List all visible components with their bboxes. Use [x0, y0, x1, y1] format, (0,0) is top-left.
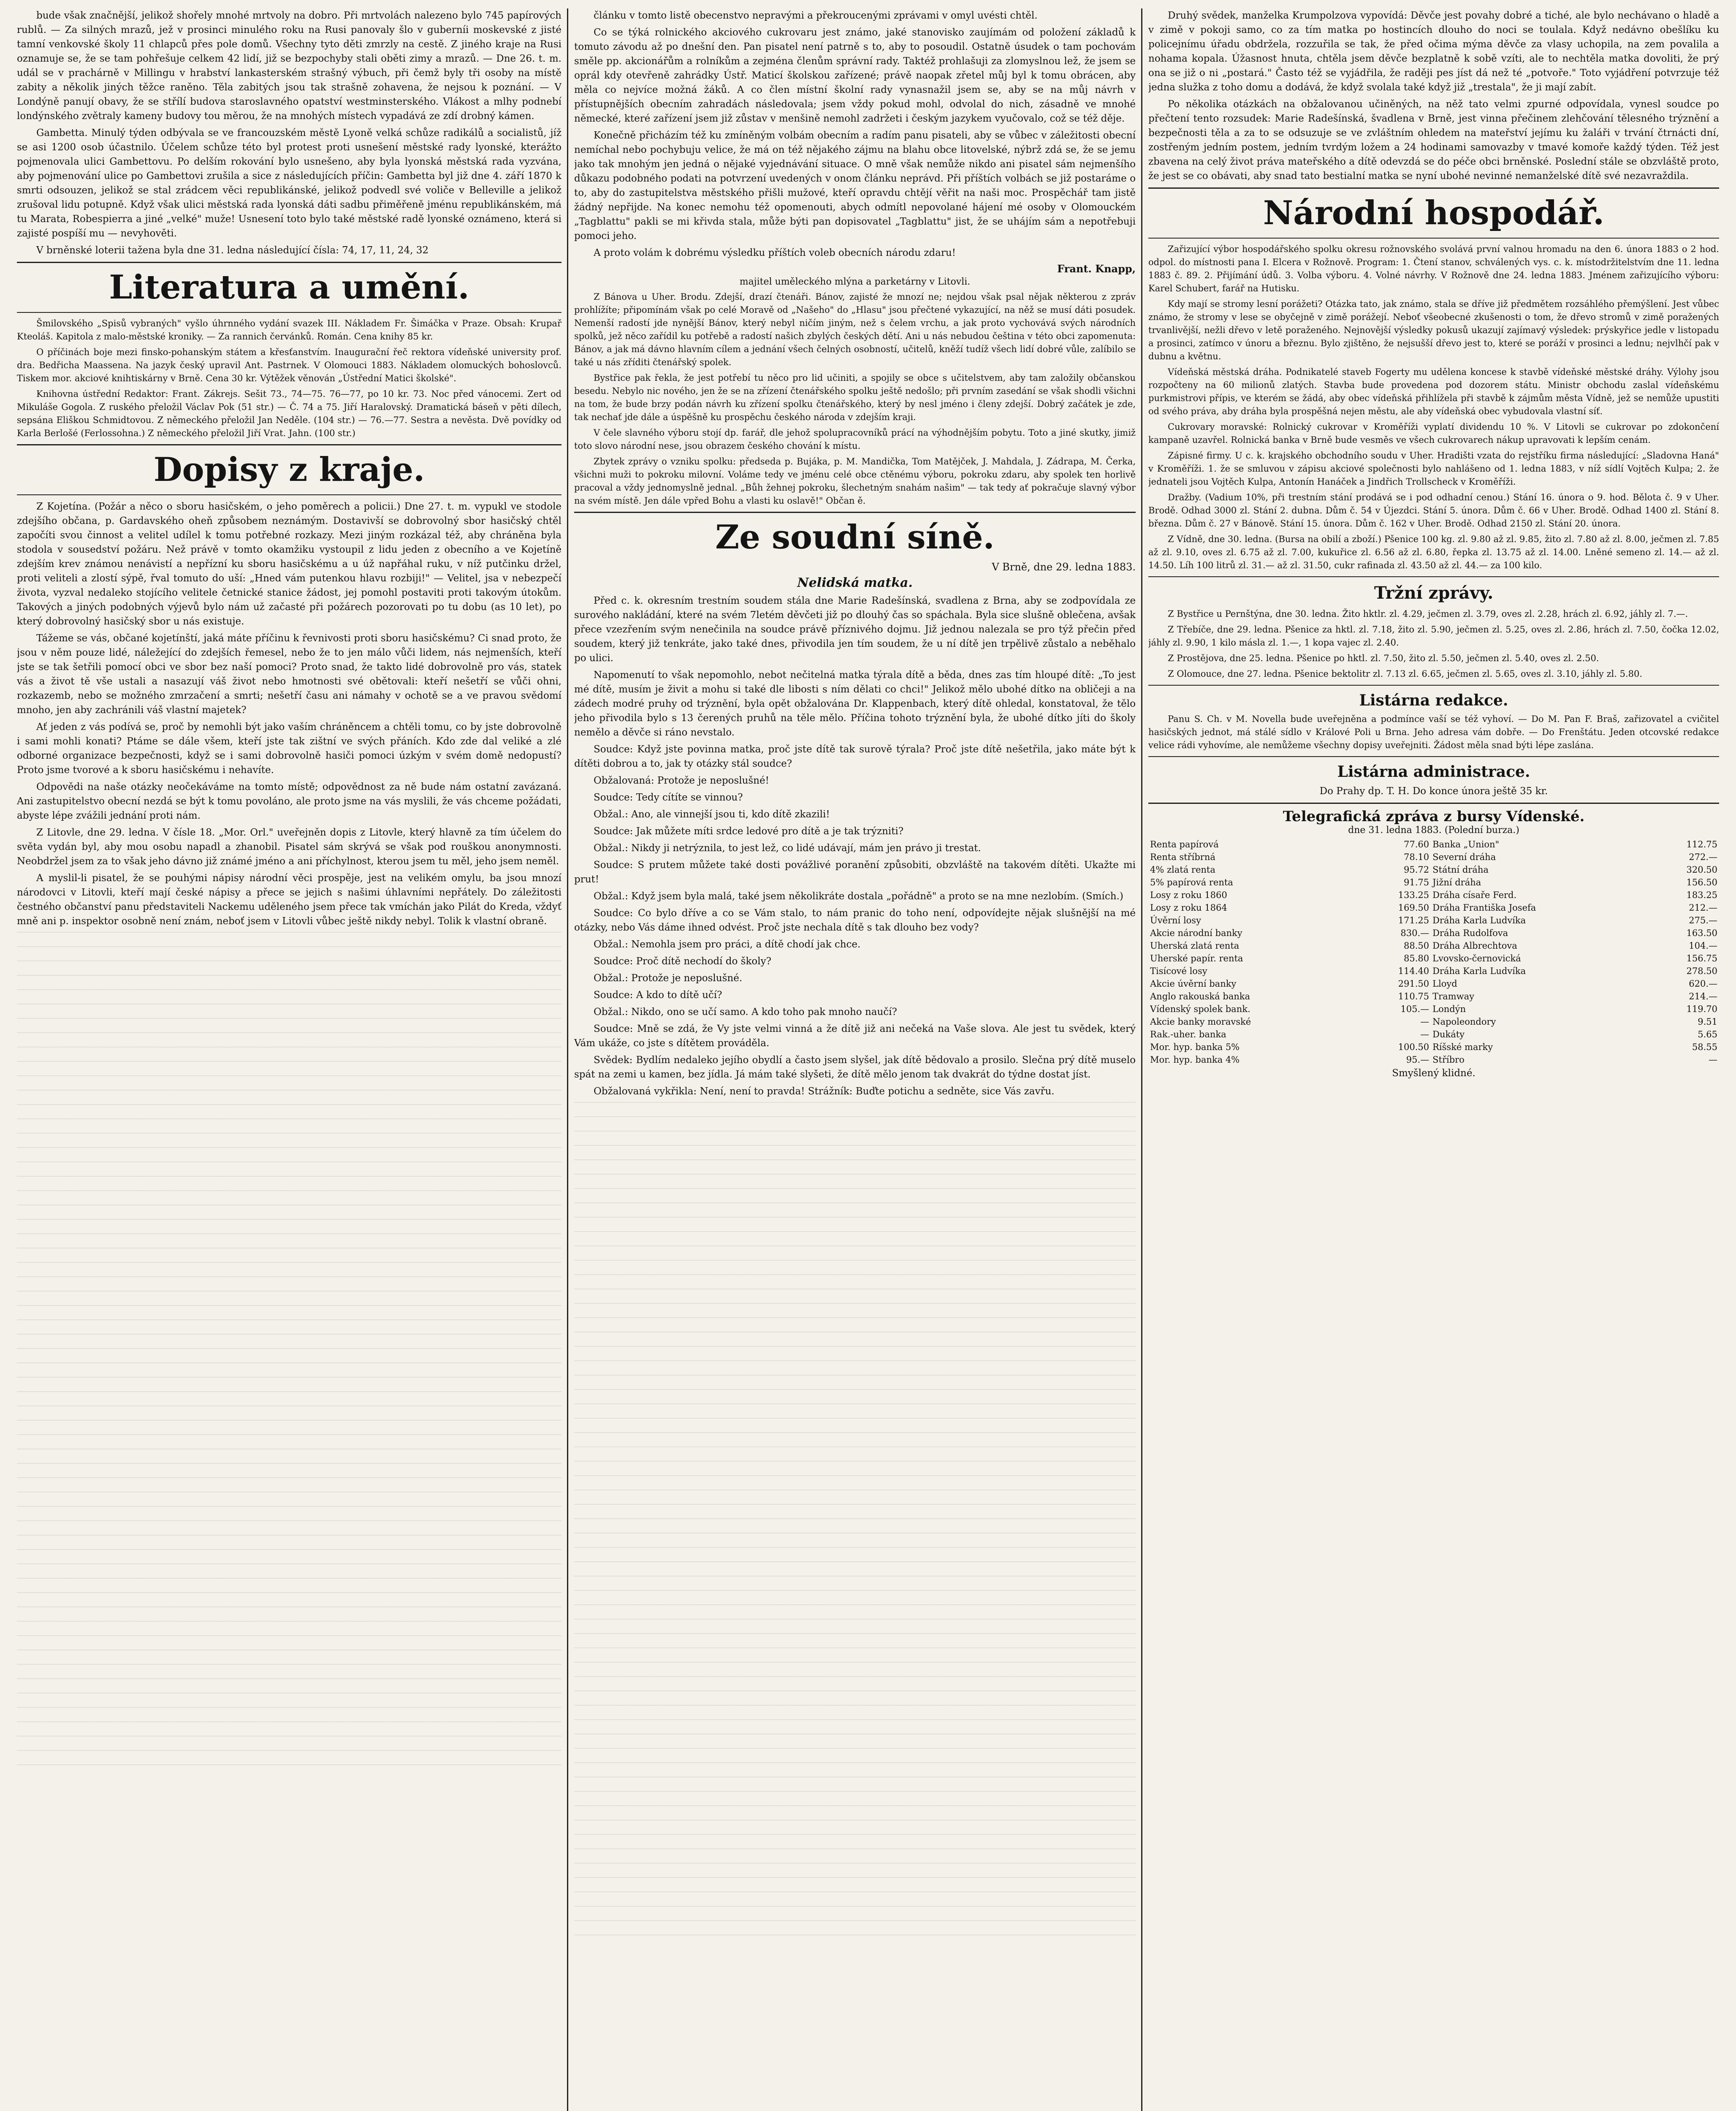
section-divider: [17, 262, 561, 263]
knapp-letter-block: [574, 8, 1136, 260]
paragraph: Z Vídně, dne 30. ledna. (Bursa na obilí a zboží.) Pšenice 100 kg. zl. 9.80 až zl. 9.85, žito zl. 7.80 až zl. 8.00, ječmen zl. 7.85 až zl. 9.10, oves zl. 6.75 až zl. 7.00, kukuřice zl. 6.56 až zl. 6.80, řepka zl. 13.75 až zl. 14.00. Lněné semeno zl. 14.— až zl. 14.50. Líh 100 litrů zl. 31.— až zl. 31.50, cukr rafinada zl. 43.50 až zl. 44.— za 100 kilo.: [1148, 534, 1719, 570]
section-divider: [1148, 238, 1719, 239]
paragraph: Knihovna ústřední Redaktor: Frant. Zákrejs. Sešit 73., 74—75. 76—77, po 10 kr. 73. Noc před vánocemi. Zert od Mikuláše Gogola. Z ruského přeložil Václav Pok (51 str.) — Č. 74 a 75. Jiří Haralovský. Dramatická báseň v pěti dílech, sepsána Eliškou Schmidtovou. Z německého přeložil Jan Neděle. (104 str.) — 76.—77. Sestra a nevěsta. Dvě povídky od Karla Berlošé (Ferlossohna.) Z německého přeložil Jiří Vrat. Jahn. (100 str.): [17, 389, 561, 438]
table-cell: Mor. hyp. banka 4%: [1150, 1055, 1240, 1065]
paragraph: Co se týká rolnického akciového cukrovaru jest známo, jaké stanovisko zaujímám od položení základů k tomuto závodu až po dnešní den. Pan pisatel není patrně s to, aby to posoudil. Ostatně úsudek o tam pochovám směle pp. akcionářům a rolníkům a zejména členům správní rady. Taktéž prohlašuji za zlomyslnou lež, že jsem se oprál kdy otevřeně zahrádky Ústř. Maticí školskou zařízené; právě naopak zřetel můj byl k tomu obrácen, aby měla co nejvíce možná žáků. A co člen místní školní rady vynasnažil jsem se, aby se na můj návrh v přístupnějších obecním zahradách následovala; jsem vždy pokud mohl, odvolal do nich, zásadně ve mnohé německé, které zařízení jsem již zůstav v menšině nemohl zadržeti i českým jazykem vyučovalo, což se též děje.: [574, 27, 1136, 124]
table-cell: Jižní dráha: [1432, 877, 1481, 887]
table-cell: Uherská zlatá renta: [1150, 941, 1240, 951]
table-cell: Londýn: [1432, 1004, 1466, 1014]
signature-knapp: Frant. Knapp,: [1057, 263, 1136, 275]
literatura-heading: Literatura a umění.: [109, 268, 469, 307]
listarna-administrace-heading: Listárna administrace.: [1337, 763, 1530, 781]
table-cell: Napoleondory: [1432, 1017, 1496, 1027]
table-cell: 9.51: [1698, 1017, 1717, 1027]
paragraph: Před c. k. okresním trestním soudem stála dne Marie Radešínská, svadlena z Brna, aby se zodpovídala ze surového nakládání, které na svém 7letém děvčeti již po dlouhý čas so spáchala. Byla sice slušně oblečena, avšak přece vzezřením svým nenečinila na soudce právě příznivého dojmu. Již jednou nalezala se pro týž přečin před soudem, který již tenkráte, jako také dnes, přivodila jen tím soudem, že u ní dítě jen trpělivě zůstalo a neběhalo po ulici.: [574, 595, 1136, 664]
section-divider: [1148, 187, 1719, 189]
paragraph: Z Kojetína. (Požár a něco o sboru hasičském, o jeho poměrech a policii.) Dne 27. t. m. vypukl ve stodole zdejšího občana, p. Gardavského oheň způsobem neznámým. Dostavivší se dobrovolný sbor hasičský chtěl započíti svou činnost a velitel udílel k tomu potřebné rozkazy. Mezi jiným rozkázal též, aby chráněna byla stodola v sousedství požáru. Než právě v tomto okamžiku vystoupil z lidu jeden z obecního a ve Kojetíně zdejším krev známou nenávistí a nepřízní ku sboru hasičskému a u úž napřáhal ruku, v níž putčinku držel, proti veliteli a zlostí sýpě, řval tomuto do uší: „Hned vám putenkou hlavu rozbiji!" — Velitel, jsa v nebezpečí života, vyzval nedaleko stojícího velitele četnické stanice žádost, jej pomohl postaviti proti takovým útokům. Takových a jiných podobných výjevů bylo nám už začasté při požárech pozorovati po tu dobu (as 10 let), po který dobrovolný hasičský sbor u nás existuje.: [17, 501, 561, 627]
table-cell: 278.50: [1686, 966, 1717, 976]
table-cell: Losy z roku 1864: [1150, 903, 1227, 913]
paragraph: Obžal.: Ano, ale vinnejší jsou ti, kdo dítě zkazili!: [594, 809, 830, 820]
signature-knapp-note: majitel uměleckého mlýna a parketárny v Litovli.: [739, 277, 971, 287]
table-cell: Dráha Albrechtova: [1432, 941, 1517, 951]
newspaper-page: [17, 8, 1719, 2111]
table-cell: Dráha císaře Ferd.: [1432, 890, 1517, 900]
column-2: [574, 8, 1136, 2111]
table-cell: 156.50: [1686, 877, 1717, 887]
table-cell: 169.50: [1398, 903, 1429, 913]
body-text-filler: [17, 932, 561, 1776]
table-cell: 105.—: [1400, 1004, 1429, 1014]
table-cell: Státní dráha: [1432, 865, 1489, 875]
paragraph: Panu S. Ch. v M. Novella bude uveřejněna a podmínce vaší se též vyhoví. — Do M. Pan F. Braš, zařizovatel a cvičitel hasičských jednot, má stálé sídlo v Králové Poli u Brna. Jeho adresa vám dobře. — Do Frenštátu. Jeden otcovské redakce velice rádi vyhovíme, ale nemůžeme všechny dopisy uveřejniti. Žádost měla snad býti lépe zaslána.: [1148, 714, 1719, 750]
paragraph: Obžal.: Protože je neposlušné.: [594, 973, 743, 984]
table-cell: —: [1420, 1017, 1429, 1027]
section-divider: [17, 444, 561, 445]
paragraph: Kdy mají se stromy lesní porážeti? Otázka tato, jak známo, stala se dříve již předmětem rozsáhlého přemýšlení. Jest vůbec známo, že stromy v lese se obyčejně v zimě porážejí. Neboť všeobecné zkušenosti o tom, že dřevo stromů v zimě poražených trvanlivější, nežli dřevo v letě poraženého. Nejnovější výsledky pokusů ukazují zajímavý výsledek: prýskyřice jedle v listopadu a prosinci, zatímco v únoru a březnu. Bylo zjištěno, že nejsušší dřevo jest to, které se poráží v prosinci a lednu; nejvlhčí pak v dubnu a květnu.: [1148, 299, 1719, 361]
paragraph: Zbytek zprávy o vzniku spolku: předseda p. Bujáka, p. M. Mandička, Tom Matějček, J. Mahdala, J. Zádrapa, M. Čerka, všichni muži to pokroku milovní. Voláme tedy ve jménu celé obce ctěnému výboru, pokroku zdaru, aby spolek ten horlivě pracoval a vždy jednomyslně jednal. „Bůh žehnej pokroku, šlechetným snahám našim" — tak tedy ať pokračuje slavný výbor na svém místě. Jen dále vpřed Bohu a vlasti ku oslavě!" Občan ě.: [574, 456, 1136, 506]
paragraph: Šmilovského „Spisů vybraných" vyšlo úhrnného vydání svazek III. Nákladem Fr. Šimáčka v Praze. Obsah: Krupař Kteoláš. Kapitola z malo-městské kroniky. — Za rannich červánků. Román. Cena knihy 85 kr.: [17, 318, 561, 342]
paragraph: Odpovědi na naše otázky neočekáváme na tomto místě; odpovědnost za ně bude nám ostatní zavázaná. Ani zastupitelstvo obecní nezdá se být k tomu povoláno, ale proto jsme na vás myslili, že vás chceme požádati, abyste lépe zvážili jednání proti nám.: [17, 781, 561, 821]
section-divider: [574, 512, 1136, 513]
table-cell: Dráha Františka Josefa: [1432, 903, 1536, 913]
table-cell: Vídenský spolek bank.: [1150, 1004, 1250, 1014]
table-row: [1148, 1015, 1719, 1028]
soudni-sin-heading: Ze soudní síně.: [715, 518, 995, 556]
paragraph: Druhý svědek, manželka Krumpolzova vypovídá: Děvče jest povahy dobré a tiché, ale bylo nechávano o hladě a v zimě v pokoji samo, co za tím matka po hostincích dlouho do noci se toulala. Když nedávno obešlíku ku policejnímu úřadu obdržela, rozzuřila se tak, že před očima mýma děvče za vlasy uchopila, na zem povalila a nohama kopala. Úžasnost hnuta, chtěla jsem děvče bezplatně k sobě vzíti, ale to nechtěla matka dovoliti, že prý ona se již o ni „postará." Často též se vyjádřila, že raději pes jíst dá než té „potvoře." Toto vyjádření potvrzuje též jedna služka z toho domu a dodává, že když svolala také když již „trestala", že ji mají zabít.: [1148, 10, 1719, 93]
table-cell: Tisícové losy: [1150, 966, 1207, 976]
table-cell: 95.72: [1404, 865, 1429, 875]
banov-block: [574, 290, 1136, 507]
table-cell: 275.—: [1689, 915, 1717, 925]
table-row: [1148, 1028, 1719, 1041]
table-cell: 119.70: [1686, 1004, 1717, 1014]
table-row: [1148, 965, 1719, 977]
table-cell: Renta papírová: [1150, 839, 1219, 849]
paragraph: Napomenutí to však nepomohlo, nebot nečitelná matka týrala dítě a běda, dnes zas tím hloupé dítě: „To jest mé dítě, musím je živit a mohu si také dle libosti s ním dělati co chci!" Jelikož mělo ubohé dítko na obličeji a na zádech modré pruhy od trýznění, byla opět obžalována Dr. Klappenbach, který dítě ohledal, konstatoval, že tělo jeho přivodila bylo s 13 čerených pruhů na těle mělo. Příčina tohoto trýznění byla, že ubohé dítko jíti do školy nemělo a děvče si ráno nevstalo.: [574, 670, 1136, 738]
table-cell: 133.25: [1398, 890, 1429, 900]
table-row: [1148, 889, 1719, 901]
column-3: [1148, 8, 1719, 2111]
paragraph: Soudce: Proč dítě nechodí do školy?: [594, 956, 771, 967]
table-row: [1148, 939, 1719, 952]
paragraph: A proto volám k dobrému výsledku příštích voleb obecních národu zdaru!: [594, 247, 956, 258]
soudni-subheading: Nelidská matka.: [797, 575, 913, 590]
table-cell: 830.—: [1400, 928, 1429, 938]
table-cell: Akcie úvěrní banky: [1150, 979, 1237, 989]
litovel-block: [17, 825, 561, 928]
paragraph: Z Bystřice u Pernštýna, dne 30. ledna. Žito hktlr. zl. 4.29, ječmen zl. 3.79, oves zl. 2.28, hrách zl. 6.92, jáhly zl. 7.—.: [1168, 609, 1688, 619]
table-cell: Anglo rakouská banka: [1150, 991, 1250, 1001]
paragraph: Tážeme se vás, občané kojetínští, jaká máte příčinu k řevnivosti proti sboru hasičskému? Ci snad proto, že jsou v něm pouze lidé, náležející do zdejších řemesel, nebo že to jen málo vůči lidem, nás nejmenších, kteří jste se tak šetřili pomocí obci ve sbor bez naší pomoci? Proto snad, že takto lidé dobrovolně pro vás, statek vás a život tě vše ustali a nasazují váš život nebo hmotnosti své obětovali: kteří nešetří se vůči ohni, rozkazemb, nebo se možného zmrzačení a smrti; nešetří času ani námahy v ochotě se a ve pravou svědomí mnoho, jen aby zachránili váš vlastní majetek?: [17, 633, 561, 716]
paragraph: V čele slavného výboru stojí dp. farář, dle jehož spolupracovníků prácí na výhodnějším pobytu. Toto a jiné skutky, jimiž toto slovo národní nese, jsou obrazem českého chování k místu.: [574, 428, 1136, 451]
table-cell: 85.80: [1404, 953, 1429, 963]
table-cell: Rak.-uher. banka: [1150, 1029, 1226, 1039]
table-cell: 620.—: [1689, 979, 1717, 989]
literatura-block: [17, 317, 561, 440]
table-cell: 272.—: [1689, 852, 1717, 862]
paragraph: Zápisné firmy. U c. k. krajského obchodního soudu v Uher. Hradišti vzata do rejstříku firma následující: „Sladovna Haná" v Kroměříži. 1. že se smluvou v zápisu akciové společnosti bylo nahlášeno od 1. ledna 1883, v níž sídlí Vojtěch Kulpa; 2. že jednateli jsou Vojtěch Kulpa, Antonín Hanáček a Jindřich Trollscheck v Kroměříži.: [1148, 450, 1719, 487]
paragraph: A myslil-li pisatel, že se pouhými nápisy národní věci prospěje, jest na velikém omylu, ba jsou mnozí národovci v Litovli, kteří mají české nápisy a přece se jejich s našimi úhlavními nepřátely. Do záležitosti čestného občanství panu představiteli Nackemu uděleného jsem přece tak vmíchán jako Pilát do Kreda, vždyť mně ani p. inspektor osobně není znám, neboť jsem v Litovli vůbec ještě nikdy nebyl. Tolik k vlastní obraně.: [17, 873, 561, 927]
trzni-zpravy-heading: Tržní zprávy.: [1374, 583, 1494, 603]
paragraph: Bystřice pak řekla, že jest potřebí tu něco pro lid učiniti, a spojily se obce s učitelstvem, aby tam založily občanskou besedu. Nebylo nic nového, jen že se na zřízení čtenářského spolku ještě nedošlo; při prvním zasedání se však shodli všichni na tom, že bude brzy podán návrh ku zřízení spolku čtenářského, který by nesl jméno i členy zdejší. Dobrý začátek je zde, tak nechať jde dále a úspěšně ku prospěchu českého národa v zdejším kraji.: [574, 373, 1136, 422]
table-cell: 58.55: [1692, 1042, 1717, 1052]
table-cell: 171.25: [1398, 915, 1429, 925]
table-row: [1148, 977, 1719, 990]
section-divider: [17, 312, 561, 313]
paragraph: Z Prostějova, dne 25. ledna. Pšenice po hktl. zl. 7.50, žito zl. 5.50, ječmen zl. 5.40, oves zl. 2.50.: [1168, 653, 1599, 663]
table-row: [1148, 876, 1719, 889]
bursa-footer: Smyšlený klidné.: [1392, 1068, 1476, 1079]
listarna-redakce-heading: Listárna redakce.: [1359, 692, 1508, 709]
table-cell: Dukáty: [1432, 1029, 1465, 1039]
table-row: [1148, 901, 1719, 914]
paragraph: Soudce: Co bylo dříve a co se Vám stalo, to nám pranic do toho není, odpovídejte nějak slušnější na mé otázky, nebo Vás dáme ihned odvést. Proč jste nechala dítě s tak dlouho bez vody?: [574, 908, 1136, 933]
table-cell: 291.50: [1398, 979, 1429, 989]
bursa-table: [1148, 838, 1719, 1066]
paragraph: Soudce: Mně se zdá, že Vy jste velmi vinná a že dítě již ani nečeká na Vaše slova. Ale jest tu svědek, který Vám ukáže, co jste s dítětem prováděla.: [574, 1023, 1136, 1049]
table-cell: Severní dráha: [1432, 852, 1496, 862]
paragraph: Ať jeden z vás podívá se, proč by nemohli být jako vaším chráněncem a chtěli tomu, co by jste dobrovolně i sami mohli konati? Ptáme se dále všem, kteří jste tak zištní ve svých přáních. Kdo zde dal veliké a zlé odborné organizace bezpečnosti, když se i sami dobrovolně hasiči pomoci úzkým v svém domě nedopustí? Proto jsme tvorové a k sboru hasičskému i nehavíte.: [17, 722, 561, 776]
paragraph: Cukrovary moravské: Rolnický cukrovar v Kroměříži vyplatí dividendu 10 %. V Litovli se cukrovar po zdokončení kampaně uzavřel. Rolnická banka v Brně bude vesměs ve všech cukrovarech nákup upravovati k lepším cenám.: [1148, 422, 1719, 445]
paragraph: Soudce: Jak můžete míti srdce ledové pro dítě a je tak trýzniti?: [594, 826, 904, 837]
table-cell: Stříbro: [1432, 1055, 1465, 1065]
paragraph: Zařizující výbor hospodářského spolku okresu rožnovského svolává první valnou hromadu na den 6. února 1883 o 2 hod. odpol. do místnosti pana I. Elcera v Rožnově. Program: 1. Čtení stanov, schválených vys. c. k. místodržitelstvím dne 11. ledna 1883 č. 89. 2. Přijímání údů. 3. Volba výboru. 4. Volné návrhy. V Rožnově dne 24. ledna 1883. Jménem zařizujícího výboru: Karel Schubert, farář na Hutisku.: [1148, 244, 1719, 293]
paragraph: Z Bánova u Uher. Brodu. Zdejší, drazí čtenáři. Bánov, zajisté že mnozí ne; nejdou však psal nějak některou z zpráv prohlížíte; připomínám však po celé Moravě od „Našeho" do „Hlasu" jsou přečtené vykazující, na něž se musí dáti posudek. Nemenší radostí jde nynější Bánov, který nebyl ničím jiným, než s čelem vrchu, a jak proto vychovává svých národních spolků, jež něco zařídil ku potřebě a radostí našich zbylých českých dětí. Ani u nás nebudou čeština v této obci zapomenuta: Bánov, a jak má dávno hlavním cílem a jednání všech čelných osobností, učitelů, kněží tudíž všech lidí dobré vůle, zalíbilo se také u nás zříditi čtenářský spolek.: [574, 292, 1136, 367]
paragraph: Soudce: Když jste povinna matka, proč jste dítě tak surově týrala? Proč jste dítě nešetřila, jako máte být k dítěti dobrou a to, jak ty otázky stál soudce?: [574, 744, 1136, 769]
table-cell: 77.60: [1404, 839, 1429, 849]
paragraph: Konečně přicházím též ku zmíněným volbám obecním a radím panu pisateli, aby se vůbec v záležitosti obecní nemíchal nebo pochybuju velice, že má on též nějakého zájmu na blahu obce litovelské, nýbrž zdá se, že se jemu jako tak mnohým jen jedná o nějaké vyjednávání situace. O mně však nemůže nikdo ani pisatel sám nejmenšího důkazu podobného podati na potvrzení uvedených v onom článku neprávd. Při příštích volbách se již postaráme o to, aby do zastupitelstva městského přišli mužové, kteří opravdu chtějí věřit na naši moc. Prospěchář tam jistě žádný nepřijde. Na konec nemohu též opomenouti, abych odmítl nepovolané hájení mé osoby v Olomouckém „Tagblattu" pakli se mi křivda stala, může býti pan dopisovatel „Tagblattu" jist, že se uhájím sám a nepotřebuji pomoci jeho.: [574, 130, 1136, 241]
table-cell: 212.—: [1689, 903, 1717, 913]
paragraph: Obžal.: Když jsem byla malá, také jsem několikráte dostala „pořádně" a proto se na mne nezlobím. (Smích.): [594, 891, 1123, 902]
paragraph: Obžalovaná: Protože je neposlušné!: [594, 775, 769, 786]
narodni-hospodar-heading: Národní hospodář.: [1263, 194, 1605, 232]
table-row: [1148, 838, 1719, 851]
table-cell: Akcie národní banky: [1150, 928, 1242, 938]
table-cell: Ríšské marky: [1432, 1042, 1493, 1052]
section-divider: [1148, 803, 1719, 804]
table-cell: Lvovsko-černovická: [1432, 953, 1521, 963]
table-cell: Uherské papír. renta: [1150, 953, 1243, 963]
paragraph: Svědek: Bydlím nedaleko jejího obydlí a často jsem slyšel, jak dítě bědovalo a prosilo. Slečna prý dítě muselo spát na zemi u kamen, bez jídla. Já mám také slyšeti, že dítě mělo jenom tak dvakrát do týdne dostat jíst.: [574, 1055, 1136, 1080]
section-divider: [17, 494, 561, 495]
paragraph: bude však značnější, jelikož shořely mnohé mrtvoly na dobro. Při mrtvolách nalezeno bylo 745 papírových rublů. — Za silných mrazů, jež v prosinci minulého roku na Rusi panovaly šlo v guberníi moskevské z jisté tamní venkovské školy 11 chlapců přes pole domů. Všechny tyto děti zmrzly na cestě. Z jiného kraje na Rusi oznamuje se, že se tam pohřešuje celkem 42 lidí, již se bezpochyby stali oběti zimy a mrazů. — Dne 26. t. m. udál se v prachárně v Millingu v hrabství lankasterském strašný výbuch, při čemž byly tři osoby na místě zabity a několik jiných těžce raněno. Těla zabitých jsou tak strašně zohavena, že nejsou k poznání. — V Londýně panují obavy, že se střílí budova staroslavného opatství westminsterského. Vlákost a mlhy podnebí londýnského zvětraly kameny budovy tou měrou, že na mnohých místech vypadává ze zdí drobný kámen.: [17, 10, 561, 122]
table-cell: 112.75: [1686, 839, 1717, 849]
paragraph: V brněnské loterii tažena byla dne 31. ledna následující čísla: 74, 17, 11, 24, 32: [36, 245, 429, 256]
paragraph: Obžalovaná vykřikla: Není, není to pravda! Strážník: Buďte potichu a sedněte, sice Vás zavřu.: [594, 1086, 1055, 1097]
table-cell: Losy z roku 1860: [1150, 890, 1227, 900]
table-cell: 91.75: [1404, 877, 1429, 887]
soudni-block: [574, 594, 1136, 1099]
table-cell: 163.50: [1686, 928, 1717, 938]
table-row: [1148, 927, 1719, 939]
paragraph: Obžal.: Nikdy ji netrýznila, to jest lež, co lidé udávají, mám jen právo ji trestat.: [594, 843, 981, 854]
table-cell: 4% zlatá renta: [1150, 865, 1215, 875]
table-row: [1148, 863, 1719, 876]
section-divider: [1148, 576, 1719, 577]
listarna-administrace-text: Do Prahy dp. T. H. Do konce února ještě 35 kr.: [1319, 786, 1548, 797]
paragraph: Z Olomouce, dne 27. ledna. Pšenice bektolitr zl. 7.13 zl. 6.65, ječmen zl. 5.65, oves zl. 3.10, jáhly zl. 5.80.: [1168, 669, 1643, 679]
table-cell: 114.40: [1398, 966, 1429, 976]
table-cell: Dráha Karla Ludvíka: [1432, 915, 1526, 925]
dopisy-block: [17, 499, 561, 823]
table-cell: Renta stříbrná: [1150, 852, 1215, 862]
table-cell: 5% papírová renta: [1150, 877, 1233, 887]
paragraph: Soudce: A kdo to dítě učí?: [594, 990, 722, 1001]
paragraph: O příčinách boje mezi finsko-pohanským státem a křesťanstvím. Inaugurační řeč rektora vídeňské university prof. dra. Bedřicha Maassena. Na jazyk český upravil Ant. Pastrnek. V Olomouci 1883. Nákladem olomuckých bohoslovců. Tiskem mor. akciové knihtiskárny v Brně. Cena 30 kr. Výtěžek věnován „Ústřední Matici školské".: [17, 347, 561, 383]
paragraph: Obžal.: Nemohla jsem pro práci, a dítě chodí jak chce.: [594, 939, 861, 950]
table-cell: 214.—: [1689, 991, 1717, 1001]
table-cell: 95.—: [1406, 1055, 1429, 1065]
table-cell: —: [1709, 1055, 1717, 1065]
column-1: [17, 8, 561, 2111]
table-row: [1148, 914, 1719, 927]
table-cell: 156.75: [1686, 953, 1717, 963]
paragraph: Po několika otázkách na obžalovanou učiněných, na něž tato velmi zpurné odpovídala, vynesl soudce po přečtení tento rozsudek: Marie Radešínská, švadlena v Brně, jest vinna přečinem zlehčování tělesného trýznění a bezpečnosti těla a za to se odsuzuje se ve zvláštním ohledem na mateřství jejímu ku žaláři v trvání čtrnácti dní, zostřeným jedním postem, jedním tvrdým ložem a 24 hodinami samovazby v tmavé komoře každý týden. Též jest zbavena na celý život práva mateřského a dítě odevzdá se do péče obci brněnské. Poslední stále se obzvláště proto, že jest se co obávati, aby snad tato bestialní matka se nyní ubohé nevinné nemanželské dítě své nezavraždila.: [1148, 99, 1719, 182]
dopisy-heading: Dopisy z kraje.: [153, 450, 425, 489]
table-cell: 183.25: [1686, 890, 1717, 900]
intro-news-block: [17, 8, 561, 258]
court-continuation-block: [1148, 8, 1719, 183]
table-cell: Dráha Karla Ludvíka: [1432, 966, 1526, 976]
listarna-redakce-block: [1148, 713, 1719, 752]
table-row: [1148, 1003, 1719, 1015]
trzni-block: [1148, 608, 1719, 681]
body-text-filler: [574, 1102, 1136, 1946]
table-cell: 5.65: [1698, 1029, 1717, 1039]
table-cell: 78.10: [1404, 852, 1429, 862]
soudni-dateline: V Brně, dne 29. ledna 1883.: [992, 561, 1136, 573]
paragraph: článku v tomto listě obecenstvo nepravými a překroucenými zprávami v omyl uvésti chtěl.: [594, 10, 1038, 21]
paragraph: Gambetta. Minulý týden odbývala se ve francouzském městě Lyoně velká schůze radikálů a socialistů, jíž se asi 1200 osob účastnilo. Účelem schůze této byl protest proti usnešení městské rady lyonské, kterážto pojmenovala ulici Gambettovu. Po delším rokování bylo usnešeno, aby byla lyonská městská rada vyzvána, aby pojmenování ulice po Gambettovi zrušila a sice z následujících příčin: Gambetta byl již dne 4. září 1870 k smrti odsouzen, jelikož se stal zrádcem věci republikánské, jelikož podvedl své voliče v Belleville a jelikož zrušoval lidu potupně. Když však ulici městská rada lyonská dáti sadbu přiměřeně jménu republikánském, má tu Marata, Robespierra a jiné „velké" muže! Usnesení toto bylo také městské radě lyonské oznámeno, která si zajisté pospíší mu — nevyhověti.: [17, 128, 561, 239]
paragraph: Dražby. (Vadium 10%, při trestním stání prodává se i pod odhadní cenou.) Stání 16. února o 9. hod. Bělota č. 9 v Uher. Brodě. Odhad 3000 zl. Stání 2. dubna. Dům č. 54 v Újezdci. Stání 5. února. Dům č. 66 v Uher. Brodě. Odhad 1400 zl. Stání 8. března. Dům č. 27 v Bánově. Stání 15. února. Dům č. 162 v Uher. Brodě. Odhad 2150 zl. Stání 20. února.: [1148, 492, 1719, 529]
table-cell: Lloyd: [1432, 979, 1457, 989]
bursa-title: Telegrafická zpráva z bursy Vídenské.: [1283, 808, 1585, 825]
table-row: [1148, 990, 1719, 1003]
paragraph: Obžal.: Nikdo, ono se učí samo. A kdo toho pak mnoho naučí?: [594, 1007, 897, 1018]
table-cell: —: [1420, 1029, 1429, 1039]
table-cell: Mor. hyp. banka 5%: [1150, 1042, 1240, 1052]
table-cell: Banka „Union": [1432, 839, 1500, 849]
table-cell: 104.—: [1689, 941, 1717, 951]
table-cell: 88.50: [1404, 941, 1429, 951]
paragraph: Soudce: Tedy cítíte se vinnou?: [594, 792, 743, 803]
hospodar-block: [1148, 243, 1719, 572]
section-divider: [1148, 685, 1719, 686]
paragraph: Z Litovle, dne 29. ledna. V čísle 18. „Mor. Orl." uveřejněn dopis z Litovle, který hlavně za tím účelem do světa vydán byl, aby mou osobu napadl a zhanobil. Pisatel sám skrývá se však pod rouškou anonymnosti. Neobdržel jsem za to však jeho dávno již známé jméno a ani příchylnost, kterou jsem tu měl, jeho jsem neměl.: [17, 827, 561, 867]
table-row: [1148, 851, 1719, 863]
table-row: [1148, 952, 1719, 965]
section-divider: [1148, 756, 1719, 757]
table-row: [1148, 1041, 1719, 1053]
table-cell: Tramway: [1432, 991, 1474, 1001]
column-rule: [567, 8, 568, 2111]
bursa-subtitle: dne 31. ledna 1883. (Polední burza.): [1348, 825, 1519, 836]
table-cell: 110.75: [1398, 991, 1429, 1001]
table-cell: Úvěrní losy: [1150, 915, 1201, 925]
table-cell: 320.50: [1686, 865, 1717, 875]
table-cell: Akcie banky moravské: [1150, 1017, 1251, 1027]
column-rule: [1141, 8, 1142, 2111]
paragraph: Z Třebíče, dne 29. ledna. Pšenice za hktl. zl. 7.18, žito zl. 5.90, ječmen zl. 5.25, oves zl. 2.86, hrách zl. 7.50, čočka 12.02, jáhly zl. 9.90, 1 kilo másla zl. 1.—, 1 kopa vajec zl. 2.40.: [1148, 624, 1719, 648]
table-cell: 100.50: [1398, 1042, 1429, 1052]
table-row: [1148, 1053, 1719, 1066]
paragraph: Vídeňská městská dráha. Podnikatelé staveb Fogerty mu udělena koncese k stavbě vídeňské městské dráhy. Výlohy jsou rozpočteny na 60 milionů zlatých. Stavba bude provedena pod dozorem státu. Ministr obchodu zaslal vídeňskému purkmistrovi přípis, ve kterém se žádá, aby obec vídeňská přihlížela při stavbě k zájmům města Vídně, jež se nemůže upustiti od svého práva, aby dráha byla prospěšná nejen městu, ale aby vídeňská obec vybudovala vlastní síť.: [1148, 367, 1719, 416]
paragraph: Soudce: S prutem můžete také dosti povážlivé poranění způsobiti, obzvláště na takovém dítěti. Ukažte mi prut!: [574, 860, 1136, 885]
table-cell: Dráha Rudolfova: [1432, 928, 1508, 938]
